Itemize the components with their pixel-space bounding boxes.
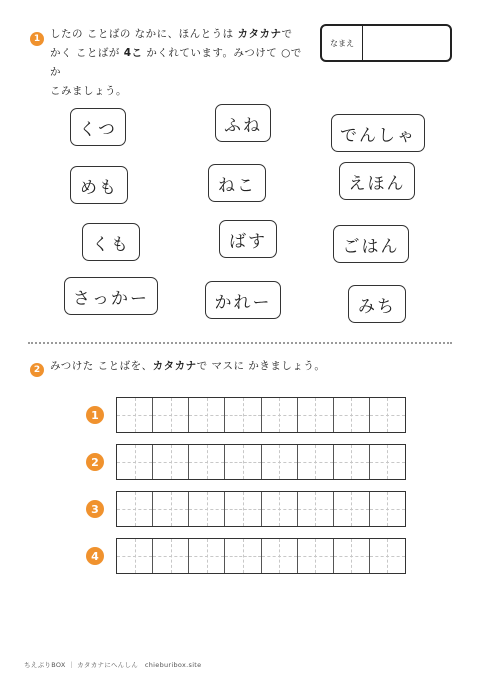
answer-cell[interactable] xyxy=(262,539,298,573)
answer-cell[interactable] xyxy=(370,492,405,526)
answer-cell[interactable] xyxy=(153,398,189,432)
answer-cell[interactable] xyxy=(225,492,261,526)
question-1-instruction xyxy=(50,25,312,101)
answer-cell[interactable] xyxy=(370,445,405,479)
word-card[interactable]: ばす xyxy=(219,220,277,258)
answer-row-2-number: 2 xyxy=(86,453,104,471)
word-card[interactable]: かれー xyxy=(205,281,281,319)
answer-cell[interactable] xyxy=(298,398,334,432)
answer-grid-2[interactable] xyxy=(116,444,406,480)
instruction-line-2: かく ことばが 4こ かくれています。みつけて ○で か xyxy=(50,47,302,78)
answer-cell[interactable] xyxy=(370,539,405,573)
word-card[interactable]: みち xyxy=(348,285,406,323)
word-card[interactable]: さっかー xyxy=(64,277,158,315)
answer-cell[interactable] xyxy=(117,445,153,479)
answer-cell[interactable] xyxy=(117,492,153,526)
answer-cell[interactable] xyxy=(189,445,225,479)
answer-cell[interactable] xyxy=(298,539,334,573)
instruction-line-3: こみましょう。 xyxy=(50,85,127,97)
word-card[interactable]: くつ xyxy=(70,108,126,146)
answer-grid-4[interactable] xyxy=(116,538,406,574)
footer-credit: ちえぶりBOX ｜ カタカナにへんしん chieburibox.site xyxy=(24,661,202,669)
question-2-instruction: みつけた ことばを、カタカナで マスに かきましょう。 xyxy=(50,360,326,372)
answer-cell[interactable] xyxy=(298,492,334,526)
answer-grid-3[interactable] xyxy=(116,491,406,527)
word-card[interactable]: ふね xyxy=(215,104,271,142)
name-box[interactable] xyxy=(320,24,452,62)
answer-cell[interactable] xyxy=(298,445,334,479)
question-2-number: 2 xyxy=(30,363,44,377)
word-card[interactable]: でんしゃ xyxy=(331,114,425,152)
answer-cell[interactable] xyxy=(153,492,189,526)
answer-cell[interactable] xyxy=(153,445,189,479)
name-label: なまえ xyxy=(322,26,363,60)
instruction-line-1: したの ことばの なかに、ほんとうは カタカナで xyxy=(50,28,293,40)
answer-cell[interactable] xyxy=(334,445,370,479)
answer-row-3-number: 3 xyxy=(86,500,104,518)
answer-cell[interactable] xyxy=(189,492,225,526)
answer-row-1-number: 1 xyxy=(86,406,104,424)
answer-cell[interactable] xyxy=(225,539,261,573)
answer-cell[interactable] xyxy=(262,398,298,432)
word-card[interactable]: ねこ xyxy=(208,164,266,202)
answer-cell[interactable] xyxy=(262,445,298,479)
answer-cell[interactable] xyxy=(117,398,153,432)
answer-cell[interactable] xyxy=(225,398,261,432)
answer-cell[interactable] xyxy=(225,445,261,479)
word-card[interactable]: ごはん xyxy=(333,225,409,263)
answer-cell[interactable] xyxy=(262,492,298,526)
answer-cell[interactable] xyxy=(189,398,225,432)
question-1-number: 1 xyxy=(30,32,44,46)
answer-cell[interactable] xyxy=(117,539,153,573)
word-card[interactable]: えほん xyxy=(339,162,415,200)
word-card[interactable]: めも xyxy=(70,166,128,204)
answer-cell[interactable] xyxy=(334,539,370,573)
answer-cell[interactable] xyxy=(189,539,225,573)
answer-row-4-number: 4 xyxy=(86,547,104,565)
answer-cell[interactable] xyxy=(370,398,405,432)
answer-cell[interactable] xyxy=(153,539,189,573)
word-card[interactable]: くも xyxy=(82,223,140,261)
section-divider xyxy=(28,342,452,344)
answer-grid-1[interactable] xyxy=(116,397,406,433)
answer-cell[interactable] xyxy=(334,398,370,432)
answer-cell[interactable] xyxy=(334,492,370,526)
